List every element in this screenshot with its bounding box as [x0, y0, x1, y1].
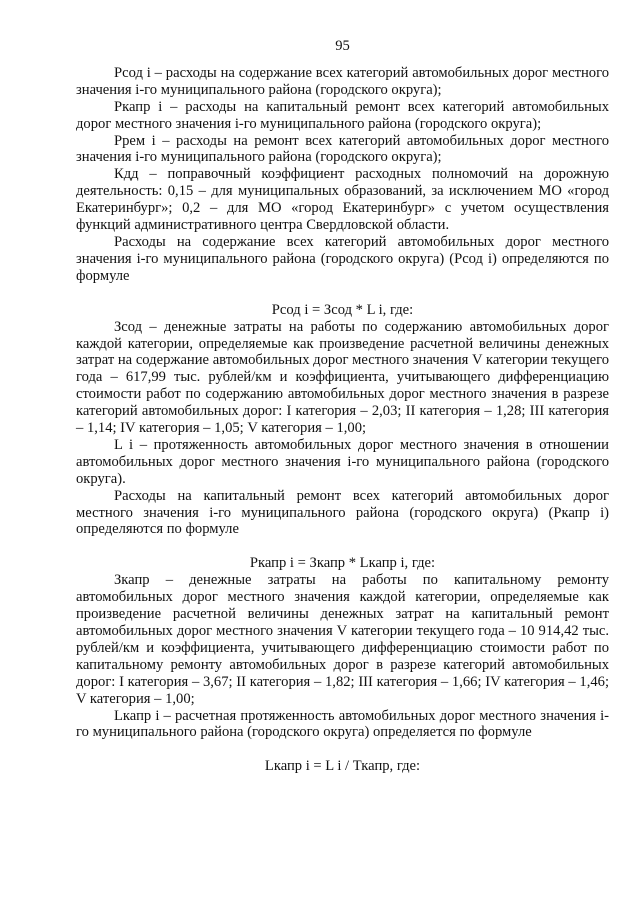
definition-zkapr: Зкапр – денежные затраты на работы по капитальному ремонту автомобильных дорог местного значения каждой категории, определяемые как произведение расчетной величины денежных затрат на капитальный ремонт автомобильных дорог местного значения V категории текущего года – 10 914,42 тыс. рублей/км и коэффициента, учитывающего дифференциацию стоимости работ по капитальному ремонту автомобильных дорог в разрезе категорий автомобильных дорог: I категория – 3,67; II категория – 1,82; III категория – 1,66; IV категория – 1,46; V категория – 1,00; [76, 572, 609, 707]
page-number: 95 [335, 38, 350, 54]
definition-rkapr: Ркапр i – расходы на капитальный ремонт всех категорий автомобильных дорог местного значения i-го муниципального района (городского округа); [76, 98, 609, 132]
paragraph-rsod-intro: Расходы на содержание всех категорий автомобильных дорог местного значения i-го муниципального района (городского округа) (Рсод i) определяются по формуле [76, 233, 609, 284]
definition-kdd: Кдд – поправочный коэффициент расходных полномочий на дорожную деятельность: 0,15 – для муниципальных образований, за исключением МО «город Екатеринбург»; 0,2 – для МО «город Екатеринбург» с учетом осуществления функций административного центра Свердловской области. [76, 166, 609, 234]
definition-rsod: Рсод i – расходы на содержание всех категорий автомобильных дорог местного значения i-го муниципального района (городского округа); [76, 64, 609, 98]
formula-rkapr: Ркапр i = Зкапр * Lкапр i, где: [249, 555, 436, 572]
definition-li: L i – протяженность автомобильных дорог местного значения в отношении автомобильных дорог местного значения i-го муниципального района (городского округа). [76, 436, 609, 487]
definition-lkapr: Lкапр i – расчетная протяженность автомобильных дорог местного значения i-го муниципального района (городского округа) определяется по формуле [76, 707, 609, 741]
definition-rrem: Ррем i – расходы на ремонт всех категорий автомобильных дорог местного значения i-го муниципального района (городского округа); [76, 132, 609, 166]
definition-zsod: Зсод – денежные затраты на работы по содержанию автомобильных дорог каждой категории, определяемые как произведение расчетной величины денежных затрат на содержание автомобильных дорог местного значения V категории текущего года – 617,99 тыс. рублей/км и коэффициента, учитывающего дифференциацию стоимости работ по содержанию автомобильных дорог местного значения в разрезе категорий автомобильных дорог: I категория – 2,03; II категория – 1,28; III категория – 1,14; IV категория – 1,05; V категория – 1,00; [76, 318, 609, 437]
formula-rsod: Рсод i = Зсод * L i, где: [271, 301, 414, 318]
paragraph-rkapr-intro: Расходы на капитальный ремонт всех категорий автомобильных дорог местного значения i-го муниципального района (городского округа) (Ркапр i) определяются по формуле [76, 487, 609, 538]
formula-lkapr: Lкапр i = L i / Ткапр, где: [264, 758, 421, 775]
